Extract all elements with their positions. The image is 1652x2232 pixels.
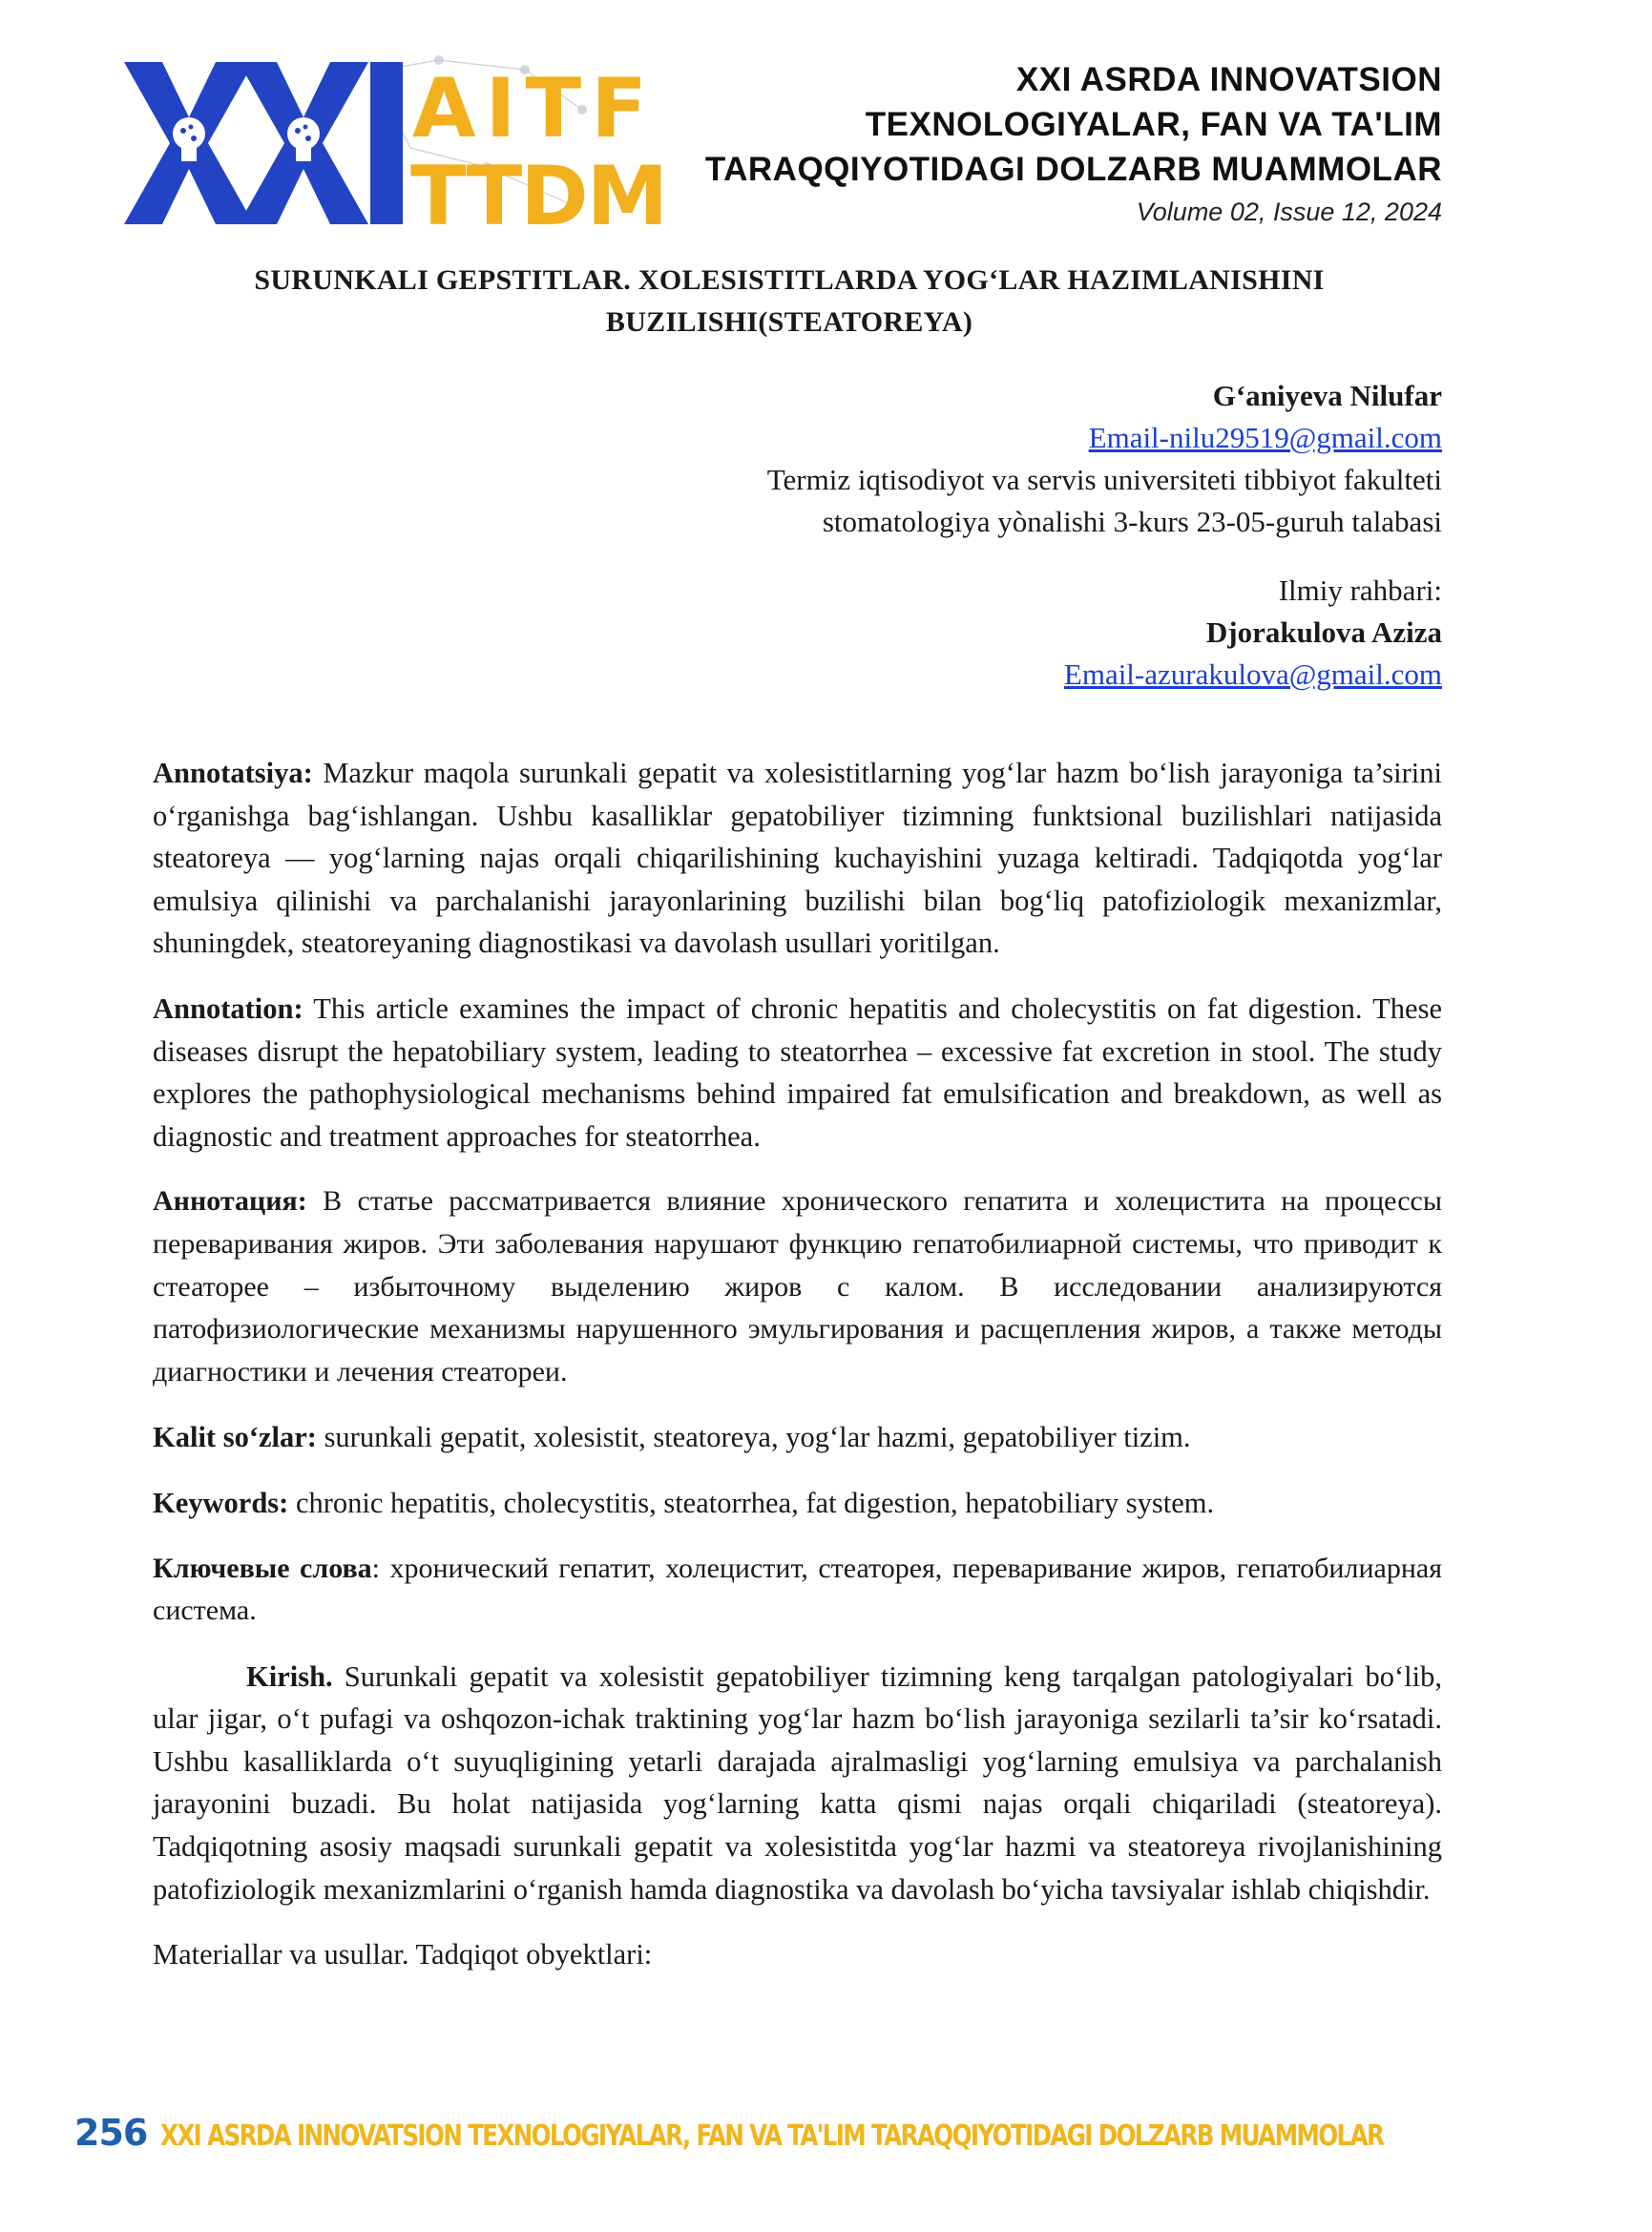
introduction-label: Kirish.: [246, 1659, 333, 1693]
keywords-en: [153, 1482, 1442, 1525]
journal-title-line: TARAQQIYOTIDAGI DOLZARB MUAMMOLAR: [704, 151, 1442, 188]
annotation-uz-text: Mazkur maqola surunkali gepatit va xolesistitlarning yog‘lar hazm bo‘lish jarayoniga ta’sirini o‘rganishga bag‘ishlangan. Ushbu kasalliklar gepatobiliyer tizimning funktsional buzilishlari natijasida steatoreya — yog‘larning najas orqali chiqarilishining kuchayishini yuzaga keltiradi. Tadqiqotda yog‘lar emulsiya qilinishi va parchalanishi jarayonlarining buzilishi bilan bog‘liq patofiziologik mexanizmlar, shuningdek, steatoreyaning diagnostikasi va davolash usullari yoritilgan.: [153, 757, 1442, 960]
annotation-ru: [153, 1180, 1442, 1393]
annotation-en-text: This article examines the impact of chronic hepatitis and cholecystitis on fat digestion. These diseases disrupt the hepatobiliary system, leading to steatorrhea – excessive fat excretion in stool. The study explores the pathophysiological mechanisms behind impaired fat emulsification and breakdown, as well as diagnostic and treatment approaches for steatorrhea.: [153, 991, 1442, 1153]
article-body: [153, 752, 1442, 1999]
introduction: [153, 1656, 1442, 1911]
annotation-en-label: Annotation:: [153, 991, 303, 1025]
keywords-ru-label: Ключевые слова: [153, 1552, 372, 1584]
annotation-ru-label: Аннотация:: [153, 1185, 307, 1218]
annotation-en: [153, 988, 1442, 1158]
lightbulb-network-logo-icon: [124, 52, 667, 244]
author-email-link[interactable]: Email-nilu29519@gmail.com: [1088, 421, 1442, 454]
supervisor-label: Ilmiy rahbari:: [1278, 574, 1442, 607]
page-footer: [74, 2112, 1506, 2154]
author-block: [488, 375, 1442, 696]
keywords-uz-label: Kalit so‘zlar:: [153, 1421, 317, 1454]
supervisor-name: Djorakulova Aziza: [1205, 615, 1442, 649]
title-line: SURUNKALI GEPSTITLAR. XOLESISTITLARDA YOG‘LAR HAZIMLANISHINI: [254, 264, 1325, 296]
keywords-uz-text: surunkali gepatit, xolesistit, steatoreya, yog‘lar hazmi, gepatobiliyer tizim.: [316, 1421, 1191, 1454]
keywords-en-label: Keywords:: [153, 1486, 289, 1519]
supervisor-line: [488, 570, 1442, 654]
author-affiliation: Termiz iqtisodiyot va servis universiteti tibbiyot fakulteti: [766, 463, 1442, 496]
footer-journal-name: XXI ASRDA INNOVATSION TEXNOLOGIYALAR, FAN VA TA'LIM TARAQQIYOTIDAGI DOLZARB MUAMMOLAR: [160, 2119, 1384, 2153]
journal-title-line: TEXNOLOGIYALAR, FAN VA TA'LIM: [865, 106, 1442, 143]
introduction-text: Surunkali gepatit va xolesistit gepatobiliyer tizimning keng tarqalgan patologiyalari bo‘lib, ular jigar, o‘t pufagi va oshqozon-ichak traktining yog‘lar hazm bo‘lish jarayoniga sezilarli ta’sir ko‘rsatadi. Ushbu kasalliklarda o‘t suyuqligining yetarli darajada ajralmasligi yog‘larning emulsiya va parchalanish jarayonini buzadi. Bu holat natijasida yog‘larning katta qismi najas orqali chiqariladi (steatoreya). Tadqiqotning asosiy maqsadi surunkali gepatit va xolesistitda yog‘lar hazmi va steatoreya rivojlanishining patofiziologik mexanizmlarini o‘rganish hamda diagnostika va davolash bo‘yicha tavsiyalar ishlab chiqishdir.: [153, 1659, 1442, 1906]
journal-title-line: XXI ASRDA INNOVATSION: [1015, 61, 1442, 98]
volume-issue: Volume 02, Issue 12, 2024: [1136, 198, 1442, 226]
keywords-ru-text: : хронический гепатит, холецистит, стеаторея, переваривание жиров, гепатобилиарная система.: [153, 1552, 1442, 1627]
keywords-en-text: chronic hepatitis, cholecystitis, steatorrhea, fat digestion, hepatobiliary system.: [288, 1486, 1215, 1519]
journal-header: [583, 57, 1442, 230]
annotation-uz-label: Annotatsiya:: [153, 757, 313, 789]
annotation-ru-text: В статье рассматривается влияние хронического гепатита и холецистита на процессы переваривания жиров. Эти заболевания нарушают функцию гепатобилиарной системы, что приводит к стеаторее – избыточному выделению жиров с калом. В исследовании анализируются патофизиологические механизмы нарушенного эмульгирования и расщепления жиров, а также методы диагностики и лечения стеатореи.: [153, 1185, 1442, 1387]
title-line: BUZILISHI(STEATOREYA): [605, 306, 973, 338]
article-title: [153, 260, 1426, 344]
svg-text:AITF: AITF: [412, 61, 657, 156]
keywords-ru: [153, 1548, 1442, 1633]
materials-heading: Materiallar va usullar. Tadqiqot obyektlari:: [153, 1938, 653, 1971]
author-name: G‘aniyeva Nilufar: [1212, 379, 1442, 412]
page-number: 256: [74, 2112, 148, 2154]
svg-text:TTDM: TTDM: [410, 149, 667, 244]
supervisor-email-link[interactable]: Email-azurakulova@gmail.com: [1063, 657, 1442, 691]
author-affiliation: stomatologiya yònalishi 3-kurs 23-05-guruh talabasi: [822, 505, 1442, 538]
annotation-uz: [153, 752, 1442, 965]
journal-logo: [124, 52, 667, 244]
keywords-uz: [153, 1416, 1442, 1459]
